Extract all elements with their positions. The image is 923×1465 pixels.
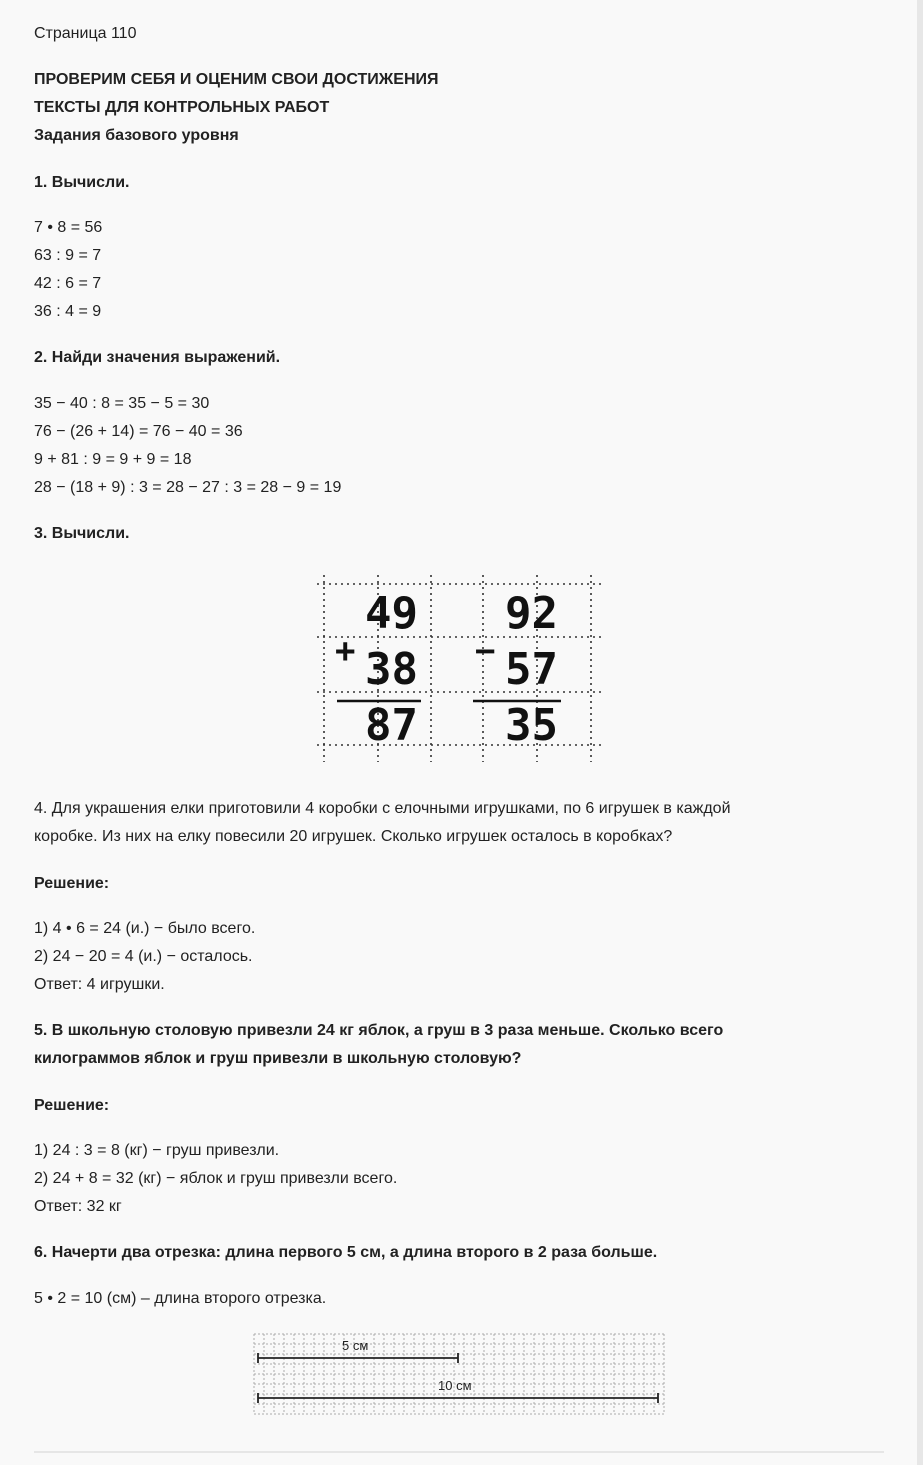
task2-line: 35 − 40 : 8 = 35 − 5 = 30 [34, 395, 210, 412]
segment1-label: 5 см [342, 1338, 369, 1353]
addend-bottom: 38 [365, 644, 418, 695]
task2-title: 2. Найди значения выражений. [34, 349, 281, 366]
scrollbar-track[interactable] [917, 0, 923, 1465]
task2-line: 9 + 81 : 9 = 9 + 9 = 18 [34, 451, 192, 468]
squared-grid [254, 1334, 664, 1414]
segment2-label: 10 см [438, 1378, 472, 1393]
heading-secondary: ТЕКСТЫ ДЛЯ КОНТРОЛЬНЫХ РАБОТ [34, 99, 330, 116]
heading-main: ПРОВЕРИМ СЕБЯ И ОЦЕНИМ СВОИ ДОСТИЖЕНИЯ [34, 71, 439, 88]
task1-title: 1. Вычисли. [34, 174, 130, 191]
task1-line: 42 : 6 = 7 [34, 275, 102, 292]
task4-answer: Ответ: 4 игрушки. [34, 976, 165, 993]
minus-sign: − [475, 631, 496, 671]
addend-top: 49 [365, 588, 418, 639]
difference-result: 35 [505, 700, 558, 751]
page-label: Страница 110 [34, 25, 137, 42]
footer-divider [34, 1451, 884, 1453]
task2-line: 76 − (26 + 14) = 76 − 40 = 36 [34, 423, 243, 440]
sum-result: 87 [365, 700, 418, 751]
task5-line: 1) 24 : 3 = 8 (кг) − груш привезли. [34, 1142, 280, 1159]
plus-sign: + [335, 631, 356, 671]
column-arithmetic-figure [315, 570, 610, 770]
task1-line: 7 • 8 = 56 [34, 219, 103, 236]
task5-solution-label: Решение: [34, 1097, 110, 1114]
task5-line: 2) 24 + 8 = 32 (кг) − яблок и груш привезли всего. [34, 1170, 398, 1187]
task5-text: килограммов яблок и груш привезли в школьную столовую? [34, 1050, 522, 1067]
task5-text: 5. В школьную столовую привезли 24 кг яблок, а груш в 3 раза меньше. Сколько всего [34, 1022, 724, 1039]
task6-line: 5 • 2 = 10 (см) – длина второго отрезка. [34, 1290, 327, 1307]
task4-line: 1) 4 • 6 = 24 (и.) − было всего. [34, 920, 256, 937]
segments-figure [250, 1330, 670, 1416]
subheading: Задания базового уровня [34, 127, 239, 144]
subtrahend: 57 [505, 644, 558, 695]
task1-line: 36 : 4 = 9 [34, 303, 102, 320]
task4-text: коробке. Из них на елку повесили 20 игрушек. Сколько игрушек осталось в коробках? [34, 828, 673, 845]
task3-title: 3. Вычисли. [34, 525, 130, 542]
task4-solution-label: Решение: [34, 875, 110, 892]
task1-line: 63 : 9 = 7 [34, 247, 102, 264]
task2-line: 28 − (18 + 9) : 3 = 28 − 27 : 3 = 28 − 9 = 19 [34, 479, 342, 496]
task4-text: 4. Для украшения елки приготовили 4 коробки с елочными игрушками, по 6 игрушек в каждой [34, 800, 731, 817]
task4-line: 2) 24 − 20 = 4 (и.) − осталось. [34, 948, 253, 965]
dotted-grid [317, 575, 603, 762]
minuend: 92 [505, 588, 558, 639]
task6-title: 6. Начерти два отрезка: длина первого 5 см, а длина второго в 2 раза больше. [34, 1244, 658, 1261]
task5-answer: Ответ: 32 кг [34, 1198, 122, 1215]
